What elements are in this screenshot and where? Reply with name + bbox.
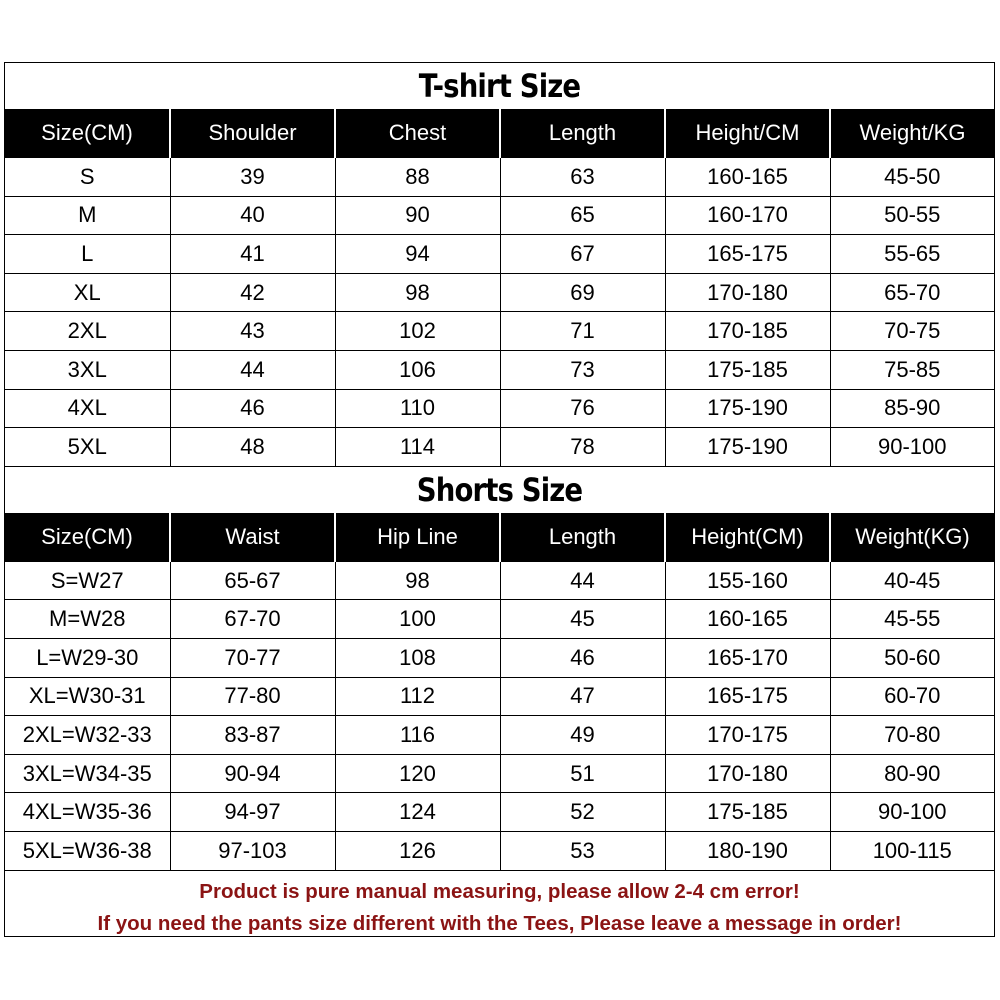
- table-cell: 114: [335, 428, 500, 467]
- size-cell: 4XL=W35-36: [5, 793, 170, 832]
- table-cell: 170-180: [665, 273, 830, 312]
- table-cell: 90-100: [830, 428, 994, 467]
- table-cell: 106: [335, 350, 500, 389]
- size-chart: [4, 62, 995, 937]
- table-row: [5, 273, 994, 312]
- table-cell: 94: [335, 235, 500, 274]
- column-header: Height/CM: [665, 109, 830, 158]
- size-cell: XL=W30-31: [5, 677, 170, 716]
- table-row: [5, 312, 994, 351]
- table-cell: 94-97: [170, 793, 335, 832]
- tshirt-size-title: T-shirt Size: [418, 67, 581, 105]
- table-cell: 90: [335, 196, 500, 235]
- table-cell: 90-94: [170, 754, 335, 793]
- size-cell: L=W29-30: [5, 638, 170, 677]
- table-cell: 40-45: [830, 561, 994, 600]
- table-cell: 155-160: [665, 561, 830, 600]
- column-header: Hip Line: [335, 513, 500, 562]
- size-cell: S=W27: [5, 561, 170, 600]
- table-cell: 98: [335, 273, 500, 312]
- table-cell: 160-165: [665, 158, 830, 197]
- table-cell: 180-190: [665, 831, 830, 870]
- size-cell: S: [5, 158, 170, 197]
- table-cell: 65: [500, 196, 665, 235]
- table-cell: 124: [335, 793, 500, 832]
- measurement-note: [5, 871, 994, 940]
- table-row: [5, 638, 994, 677]
- table-cell: 85-90: [830, 389, 994, 428]
- table-cell: 175-185: [665, 350, 830, 389]
- table-cell: 44: [170, 350, 335, 389]
- table-cell: 47: [500, 677, 665, 716]
- table-row: [5, 235, 994, 274]
- table-cell: 48: [170, 428, 335, 467]
- size-cell: 4XL: [5, 389, 170, 428]
- size-cell: 5XL: [5, 428, 170, 467]
- table-cell: 73: [500, 350, 665, 389]
- table-cell: 45-55: [830, 600, 994, 639]
- table-cell: 69: [500, 273, 665, 312]
- table-cell: 50-60: [830, 638, 994, 677]
- table-row: [5, 716, 994, 755]
- table-cell: 160-165: [665, 600, 830, 639]
- table-cell: 70-80: [830, 716, 994, 755]
- table-cell: 110: [335, 389, 500, 428]
- table-cell: 44: [500, 561, 665, 600]
- table-cell: 116: [335, 716, 500, 755]
- size-cell: L: [5, 235, 170, 274]
- table-row: [5, 831, 994, 870]
- table-cell: 75-85: [830, 350, 994, 389]
- table-cell: 175-190: [665, 389, 830, 428]
- table-cell: 77-80: [170, 677, 335, 716]
- table-cell: 175-190: [665, 428, 830, 467]
- size-cell: M: [5, 196, 170, 235]
- table-cell: 46: [500, 638, 665, 677]
- size-cell: 2XL=W32-33: [5, 716, 170, 755]
- tshirt-size-table: [5, 109, 994, 467]
- table-cell: 100: [335, 600, 500, 639]
- table-cell: 45: [500, 600, 665, 639]
- table-row: [5, 389, 994, 428]
- table-cell: 98: [335, 561, 500, 600]
- table-cell: 80-90: [830, 754, 994, 793]
- table-row: [5, 677, 994, 716]
- table-cell: 112: [335, 677, 500, 716]
- table-row: [5, 561, 994, 600]
- table-cell: 126: [335, 831, 500, 870]
- table-cell: 63: [500, 158, 665, 197]
- table-row: [5, 428, 994, 467]
- table-cell: 165-175: [665, 235, 830, 274]
- column-header: Shoulder: [170, 109, 335, 158]
- table-cell: 39: [170, 158, 335, 197]
- table-cell: 102: [335, 312, 500, 351]
- shorts-size-table: [5, 513, 994, 871]
- table-header-row: [5, 513, 994, 562]
- size-cell: XL: [5, 273, 170, 312]
- table-cell: 165-170: [665, 638, 830, 677]
- table-cell: 45-50: [830, 158, 994, 197]
- table-cell: 83-87: [170, 716, 335, 755]
- table-cell: 71: [500, 312, 665, 351]
- table-cell: 175-185: [665, 793, 830, 832]
- column-header: Length: [500, 513, 665, 562]
- column-header: Waist: [170, 513, 335, 562]
- table-cell: 40: [170, 196, 335, 235]
- size-cell: 3XL: [5, 350, 170, 389]
- note-line-pants: If you need the pants size different with the Tees, Please leave a message in order!: [97, 911, 902, 935]
- shorts-size-title: Shorts Size: [416, 470, 583, 509]
- size-cell: 2XL: [5, 312, 170, 351]
- column-header: Chest: [335, 109, 500, 158]
- column-header: Size(CM): [5, 109, 170, 158]
- column-header: Weight(KG): [830, 513, 994, 562]
- table-cell: 120: [335, 754, 500, 793]
- size-cell: M=W28: [5, 600, 170, 639]
- table-cell: 46: [170, 389, 335, 428]
- table-cell: 52: [500, 793, 665, 832]
- table-cell: 43: [170, 312, 335, 351]
- table-cell: 70-77: [170, 638, 335, 677]
- table-cell: 67: [500, 235, 665, 274]
- table-cell: 100-115: [830, 831, 994, 870]
- table-cell: 70-75: [830, 312, 994, 351]
- table-cell: 108: [335, 638, 500, 677]
- table-cell: 60-70: [830, 677, 994, 716]
- table-row: [5, 350, 994, 389]
- note-line-error: Product is pure manual measuring, please allow 2-4 cm error!: [199, 879, 800, 903]
- column-header: Length: [500, 109, 665, 158]
- table-cell: 97-103: [170, 831, 335, 870]
- table-cell: 55-65: [830, 235, 994, 274]
- table-row: [5, 600, 994, 639]
- table-cell: 67-70: [170, 600, 335, 639]
- table-row: [5, 158, 994, 197]
- table-cell: 90-100: [830, 793, 994, 832]
- table-cell: 51: [500, 754, 665, 793]
- column-header: Weight/KG: [830, 109, 994, 158]
- table-cell: 42: [170, 273, 335, 312]
- table-cell: 78: [500, 428, 665, 467]
- table-cell: 170-180: [665, 754, 830, 793]
- table-row: [5, 793, 994, 832]
- table-cell: 49: [500, 716, 665, 755]
- table-cell: 165-175: [665, 677, 830, 716]
- size-cell: 5XL=W36-38: [5, 831, 170, 870]
- table-cell: 88: [335, 158, 500, 197]
- size-cell: 3XL=W34-35: [5, 754, 170, 793]
- table-row: [5, 754, 994, 793]
- table-cell: 170-185: [665, 312, 830, 351]
- column-header: Height(CM): [665, 513, 830, 562]
- table-cell: 76: [500, 389, 665, 428]
- table-cell: 53: [500, 831, 665, 870]
- table-header-row: [5, 109, 994, 158]
- column-header: Size(CM): [5, 513, 170, 562]
- table-cell: 170-175: [665, 716, 830, 755]
- table-cell: 65-70: [830, 273, 994, 312]
- table-cell: 50-55: [830, 196, 994, 235]
- table-cell: 160-170: [665, 196, 830, 235]
- table-row: [5, 196, 994, 235]
- table-cell: 65-67: [170, 561, 335, 600]
- table-cell: 41: [170, 235, 335, 274]
